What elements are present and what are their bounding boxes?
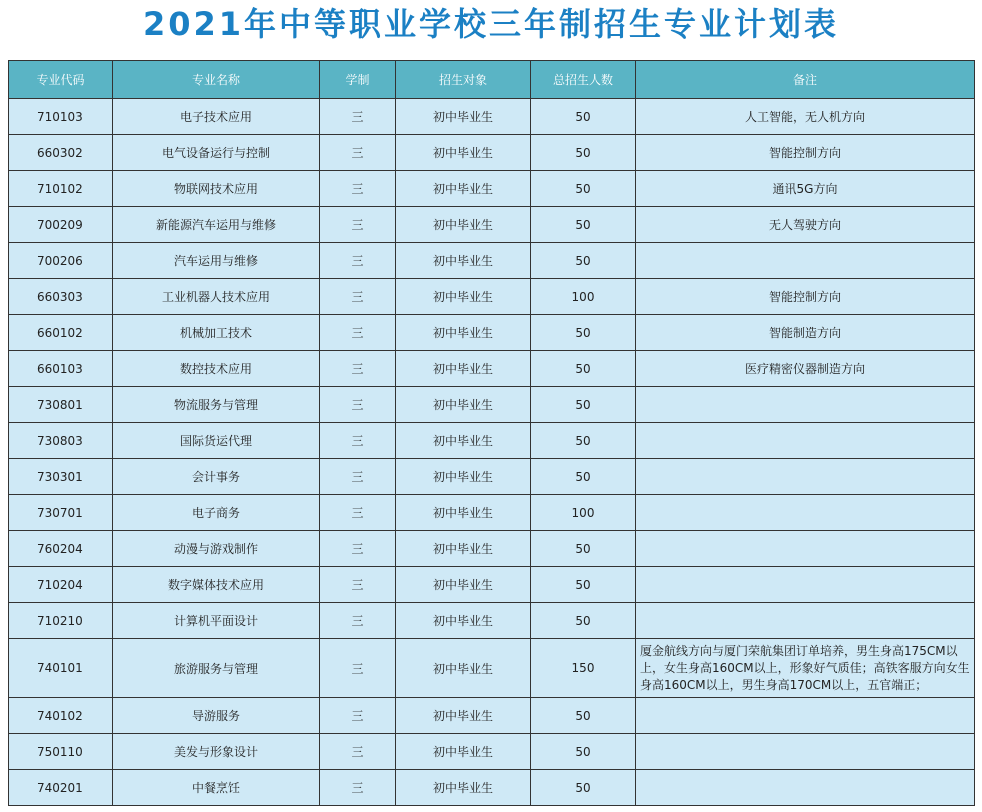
table-row bbox=[9, 99, 975, 135]
cell-years: 三 bbox=[320, 459, 396, 495]
cell-name: 旅游服务与管理 bbox=[113, 639, 320, 698]
cell-years: 三 bbox=[320, 135, 396, 171]
cell-count: 50 bbox=[531, 387, 636, 423]
cell-code: 730803 bbox=[9, 423, 113, 459]
cell-years: 三 bbox=[320, 207, 396, 243]
cell-code: 740102 bbox=[9, 698, 113, 734]
cell-note: 智能控制方向 bbox=[636, 279, 975, 315]
cell-years: 三 bbox=[320, 603, 396, 639]
cell-count: 50 bbox=[531, 243, 636, 279]
cell-years: 三 bbox=[320, 531, 396, 567]
cell-code: 660102 bbox=[9, 315, 113, 351]
table-row bbox=[9, 495, 975, 531]
cell-code: 710103 bbox=[9, 99, 113, 135]
cell-code: 740201 bbox=[9, 770, 113, 806]
table-row bbox=[9, 567, 975, 603]
cell-name: 数控技术应用 bbox=[113, 351, 320, 387]
cell-count: 50 bbox=[531, 770, 636, 806]
cell-target: 初中毕业生 bbox=[396, 734, 531, 770]
cell-note bbox=[636, 603, 975, 639]
cell-note bbox=[636, 423, 975, 459]
table-row bbox=[9, 387, 975, 423]
cell-name: 国际货运代理 bbox=[113, 423, 320, 459]
table-header-row bbox=[9, 61, 975, 99]
cell-note bbox=[636, 734, 975, 770]
table-row bbox=[9, 171, 975, 207]
cell-code: 700209 bbox=[9, 207, 113, 243]
cell-code: 710204 bbox=[9, 567, 113, 603]
cell-name: 机械加工技术 bbox=[113, 315, 320, 351]
cell-name: 导游服务 bbox=[113, 698, 320, 734]
cell-name: 电气设备运行与控制 bbox=[113, 135, 320, 171]
cell-note bbox=[636, 698, 975, 734]
cell-count: 100 bbox=[531, 279, 636, 315]
cell-target: 初中毕业生 bbox=[396, 770, 531, 806]
cell-note bbox=[636, 243, 975, 279]
cell-note: 医疗精密仪器制造方向 bbox=[636, 351, 975, 387]
cell-years: 三 bbox=[320, 315, 396, 351]
cell-name: 计算机平面设计 bbox=[113, 603, 320, 639]
cell-years: 三 bbox=[320, 99, 396, 135]
cell-name: 电子商务 bbox=[113, 495, 320, 531]
cell-years: 三 bbox=[320, 423, 396, 459]
cell-code: 730801 bbox=[9, 387, 113, 423]
cell-target: 初中毕业生 bbox=[396, 423, 531, 459]
cell-note bbox=[636, 567, 975, 603]
cell-note: 通讯5G方向 bbox=[636, 171, 975, 207]
cell-note bbox=[636, 770, 975, 806]
cell-target: 初中毕业生 bbox=[396, 207, 531, 243]
cell-count: 50 bbox=[531, 459, 636, 495]
table-row bbox=[9, 639, 975, 698]
table-row bbox=[9, 351, 975, 387]
cell-code: 710102 bbox=[9, 171, 113, 207]
cell-years: 三 bbox=[320, 171, 396, 207]
cell-years: 三 bbox=[320, 243, 396, 279]
header-years: 学制 bbox=[320, 61, 396, 99]
cell-count: 50 bbox=[531, 135, 636, 171]
cell-note: 人工智能，无人机方向 bbox=[636, 99, 975, 135]
cell-years: 三 bbox=[320, 770, 396, 806]
cell-name: 电子技术应用 bbox=[113, 99, 320, 135]
cell-years: 三 bbox=[320, 351, 396, 387]
cell-target: 初中毕业生 bbox=[396, 171, 531, 207]
cell-target: 初中毕业生 bbox=[396, 459, 531, 495]
table-row bbox=[9, 531, 975, 567]
cell-name: 美发与形象设计 bbox=[113, 734, 320, 770]
table-row bbox=[9, 734, 975, 770]
cell-count: 50 bbox=[531, 351, 636, 387]
cell-target: 初中毕业生 bbox=[396, 351, 531, 387]
header-name: 专业名称 bbox=[113, 61, 320, 99]
cell-name: 汽车运用与维修 bbox=[113, 243, 320, 279]
enrollment-plan-table bbox=[8, 60, 975, 806]
header-note: 备注 bbox=[636, 61, 975, 99]
cell-note bbox=[636, 387, 975, 423]
table-row bbox=[9, 315, 975, 351]
cell-target: 初中毕业生 bbox=[396, 135, 531, 171]
cell-code: 740101 bbox=[9, 639, 113, 698]
cell-target: 初中毕业生 bbox=[396, 315, 531, 351]
cell-code: 660103 bbox=[9, 351, 113, 387]
cell-code: 730701 bbox=[9, 495, 113, 531]
cell-name: 新能源汽车运用与维修 bbox=[113, 207, 320, 243]
cell-name: 动漫与游戏制作 bbox=[113, 531, 320, 567]
cell-years: 三 bbox=[320, 495, 396, 531]
cell-target: 初中毕业生 bbox=[396, 531, 531, 567]
cell-name: 物联网技术应用 bbox=[113, 171, 320, 207]
cell-code: 750110 bbox=[9, 734, 113, 770]
cell-target: 初中毕业生 bbox=[396, 495, 531, 531]
cell-note bbox=[636, 495, 975, 531]
cell-count: 50 bbox=[531, 603, 636, 639]
cell-target: 初中毕业生 bbox=[396, 698, 531, 734]
cell-target: 初中毕业生 bbox=[396, 603, 531, 639]
cell-count: 50 bbox=[531, 423, 636, 459]
cell-years: 三 bbox=[320, 639, 396, 698]
cell-count: 50 bbox=[531, 207, 636, 243]
cell-name: 中餐烹饪 bbox=[113, 770, 320, 806]
header-code: 专业代码 bbox=[9, 61, 113, 99]
cell-target: 初中毕业生 bbox=[396, 279, 531, 315]
cell-code: 710210 bbox=[9, 603, 113, 639]
table-row bbox=[9, 459, 975, 495]
table-row bbox=[9, 279, 975, 315]
table-row bbox=[9, 770, 975, 806]
cell-target: 初中毕业生 bbox=[396, 639, 531, 698]
table-row bbox=[9, 207, 975, 243]
cell-note: 智能控制方向 bbox=[636, 135, 975, 171]
cell-count: 50 bbox=[531, 698, 636, 734]
header-target: 招生对象 bbox=[396, 61, 531, 99]
cell-target: 初中毕业生 bbox=[396, 567, 531, 603]
cell-code: 660302 bbox=[9, 135, 113, 171]
cell-note bbox=[636, 459, 975, 495]
cell-name: 数字媒体技术应用 bbox=[113, 567, 320, 603]
cell-count: 50 bbox=[531, 531, 636, 567]
cell-name: 会计事务 bbox=[113, 459, 320, 495]
cell-years: 三 bbox=[320, 734, 396, 770]
cell-code: 660303 bbox=[9, 279, 113, 315]
cell-note: 智能制造方向 bbox=[636, 315, 975, 351]
cell-years: 三 bbox=[320, 567, 396, 603]
cell-count: 100 bbox=[531, 495, 636, 531]
cell-count: 50 bbox=[531, 734, 636, 770]
cell-count: 50 bbox=[531, 567, 636, 603]
table-row bbox=[9, 603, 975, 639]
cell-name: 物流服务与管理 bbox=[113, 387, 320, 423]
cell-name: 工业机器人技术应用 bbox=[113, 279, 320, 315]
cell-target: 初中毕业生 bbox=[396, 243, 531, 279]
table-row bbox=[9, 698, 975, 734]
cell-count: 50 bbox=[531, 315, 636, 351]
cell-code: 760204 bbox=[9, 531, 113, 567]
cell-code: 700206 bbox=[9, 243, 113, 279]
cell-years: 三 bbox=[320, 698, 396, 734]
page-title: 2021年中等职业学校三年制招生专业计划表 bbox=[142, 5, 840, 43]
cell-count: 150 bbox=[531, 639, 636, 698]
table-row bbox=[9, 135, 975, 171]
cell-code: 730301 bbox=[9, 459, 113, 495]
cell-years: 三 bbox=[320, 279, 396, 315]
cell-note: 厦金航线方向与厦门荣航集团订单培养，男生身高175CM以上，女生身高160CM以上，形象好气质佳；高铁客服方向女生身高160CM以上，男生身高170CM以上，五官端正； bbox=[636, 639, 975, 698]
cell-years: 三 bbox=[320, 387, 396, 423]
header-count: 总招生人数 bbox=[531, 61, 636, 99]
cell-note bbox=[636, 531, 975, 567]
cell-target: 初中毕业生 bbox=[396, 387, 531, 423]
table-row bbox=[9, 243, 975, 279]
cell-note: 无人驾驶方向 bbox=[636, 207, 975, 243]
cell-count: 50 bbox=[531, 99, 636, 135]
cell-count: 50 bbox=[531, 171, 636, 207]
table-row bbox=[9, 423, 975, 459]
cell-target: 初中毕业生 bbox=[396, 99, 531, 135]
